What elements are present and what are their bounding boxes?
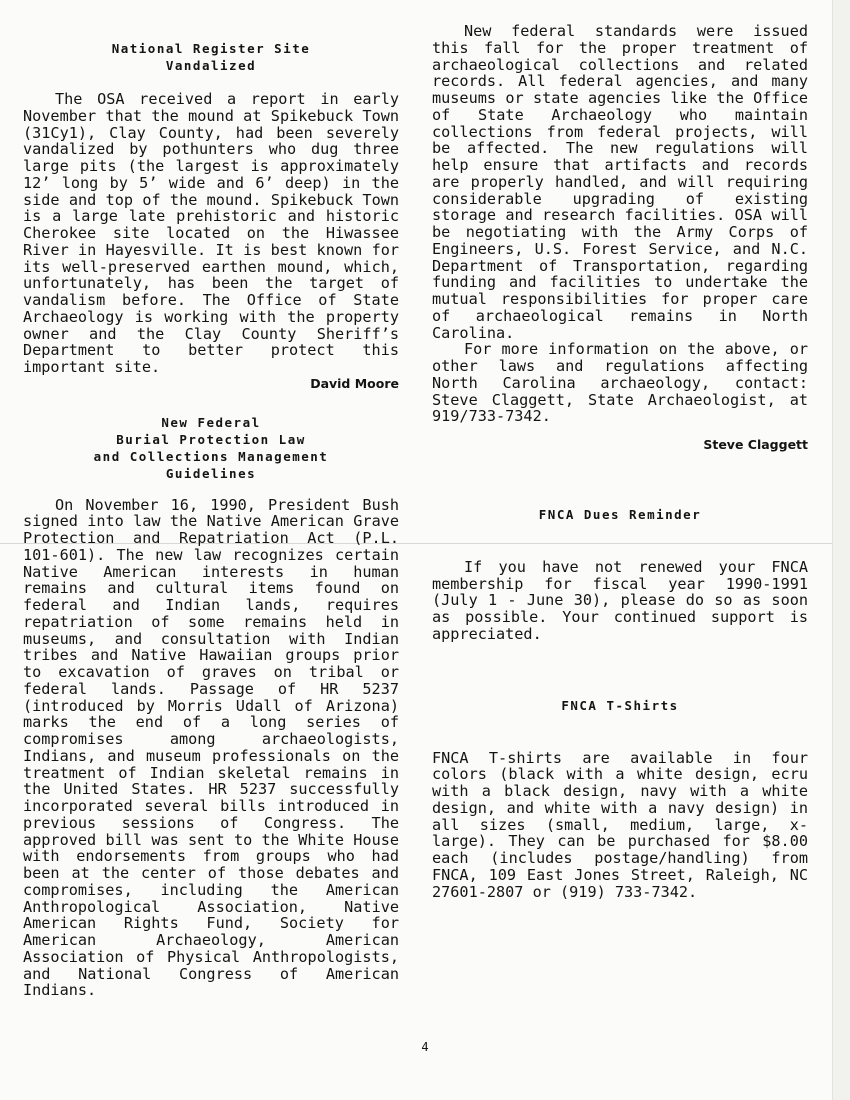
headline-line: Guidelines	[165, 465, 257, 481]
article-body: New federal standards were issued this fall for the proper treatment of archaeological collections and related records. All federal agencies, and many museums or state agencies like the Office of State Archaeology who maintain collections from federal projects, will be affected. The new regulations will help ensure that artifacts and records are properly handled, and will requiring considerable upgrading of existing storage and research facilities. OSA will be negotiating with the Army Corps of Engineers, U.S. Forest Service, and N.C. Department of Transportation, regarding funding and facilities to undertake the mutual responsibilities for proper care of archaeological remains in North Carolina.	[432, 22, 808, 342]
article-dues	[432, 506, 808, 643]
article-body: For more information on the above, or other laws and regulations affecting North Carolina archaeology, contact: Steve Claggett, State Archaeologist, at 919/733-7342.	[432, 340, 808, 426]
article-tshirts	[432, 697, 808, 901]
author-byline: David Moore	[310, 375, 399, 391]
author-byline: Steve Claggett	[703, 437, 808, 452]
headline-tshirts: FNCA T-Shirts	[561, 697, 679, 713]
left-column	[23, 40, 399, 999]
headline-line: and Collections Management	[93, 448, 329, 464]
article-vandalized	[23, 40, 399, 393]
headline-line: National Register Site	[111, 41, 311, 56]
headline-line: Burial Protection Law	[116, 431, 306, 447]
headline-vandalized	[23, 40, 399, 74]
article-body: FNCA T-shirts are available in four colors (black with a white design, ecru with a black design, navy with a white design, and white with a navy design) in all sizes (small, medium, large, x-large). They can be purchased for $8.00 each (includes postage/handling) from FNCA, 109 East Jones Street, Raleigh, NC 27601-2807 or (919) 733-7342.	[432, 748, 808, 901]
page-edge	[832, 0, 850, 1100]
right-column	[432, 22, 808, 901]
article-body: If you have not renewed your FNCA membership for fiscal year 1990-1991 (July 1 - June 30), please do so as soon as possible. Your continued support is appreciated.	[432, 557, 808, 643]
headline-dues: FNCA Dues Reminder	[538, 506, 702, 522]
article-body: On November 16, 1990, President Bush signed into law the Native American Grave Protection and Repatriation Act (P.L. 101-601). The new law recognizes certain Native American interests in human remains and cultural items found on federal and Indian lands, requires repatriation of some remains held in museums, and consultation with Indian tribes and Native Hawaiian groups prior to excavation of graves on tribal or federal lands. Passage of HR 5237 (introduced by Morris Udall of Arizona) marks the end of a long series of compromises among archaeologists, Indians, and museum professionals on the treatment of Indian skeletal remains in the United States. HR 5237 successfully incorporated several bills introduced in previous sessions of Congress. The approved bill was sent to the White House with endorsements from groups who had been at the center of those debates and compromises, including the American Anthropological Association, Native American Rights Fund, Society for American Archaeology, American Association of Physical Anthropologists, and National Congress of American Indians.	[23, 495, 399, 1000]
headline-line: Vandalized	[165, 58, 257, 73]
article-burial-law	[23, 414, 399, 1000]
article-body: The OSA received a report in early November that the mound at Spikebuck Town (31Cy1), Clay County, had been severely vandalized by pothunters who dug three large pits (the largest is approximately 12’ long by 5’ wide and 6’ deep) in the side and top of the mound. Spikebuck Town is a large late prehistoric and historic Cherokee site located on the Hiwassee River in Hayesville. It is best known for its well-preserved earthen mound, which, unfortunately, has been the target of vandalism before. The Office of State Archaeology is working with the property owner and the Clay County Sheriff’s Department to better protect this important site.	[23, 90, 399, 376]
headline-burial-law	[23, 414, 399, 482]
page-number: 4	[421, 1040, 429, 1054]
headline-line: New Federal	[161, 414, 261, 430]
